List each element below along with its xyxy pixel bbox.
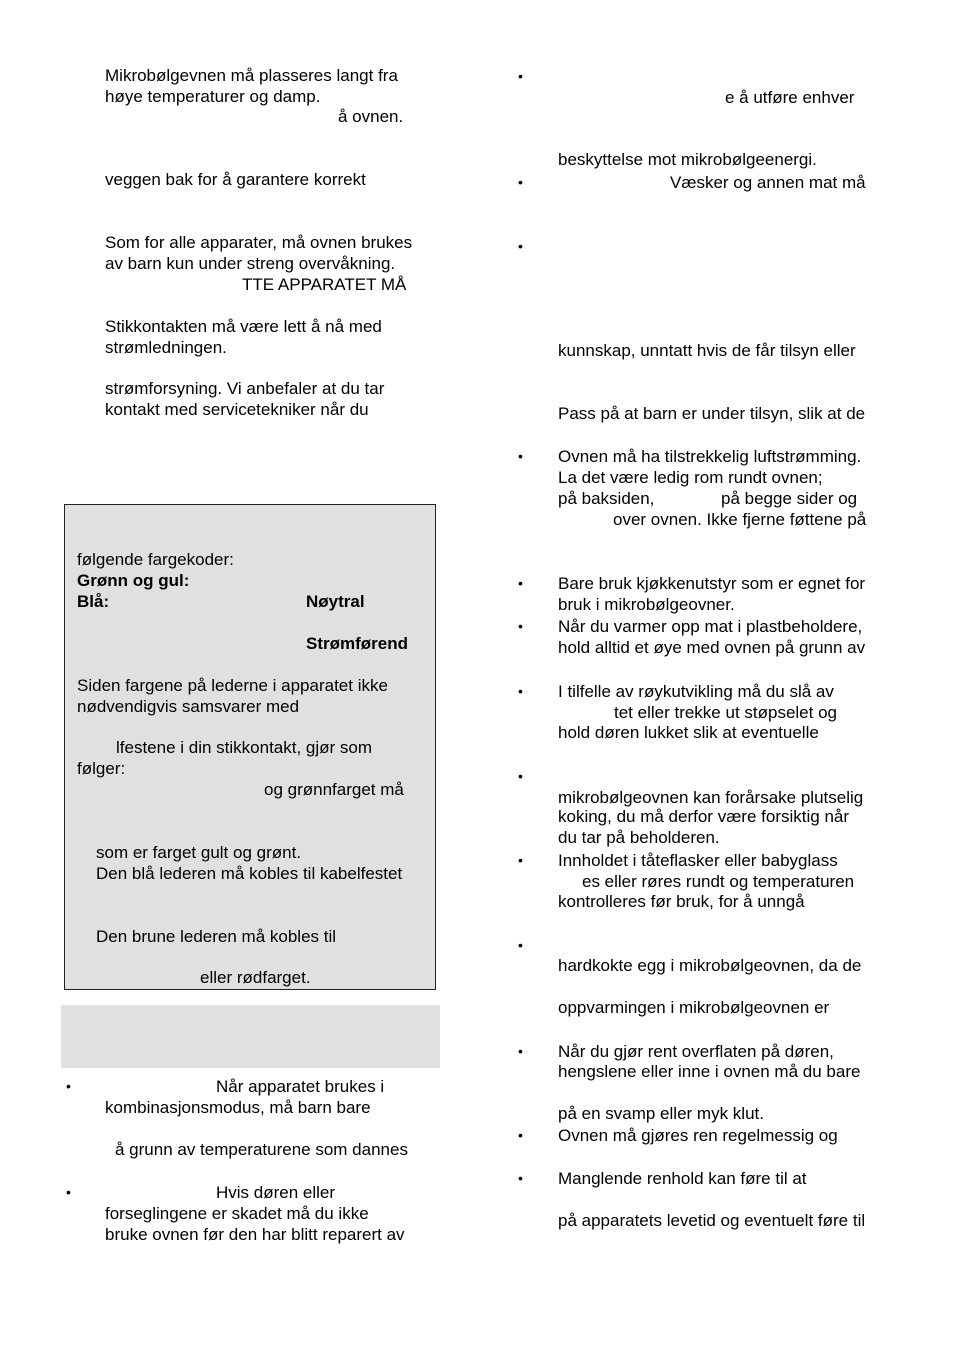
text-line: over ovnen. Ikke fjerne føttene på — [613, 510, 867, 529]
text-line: Manglende renhold kan føre til at — [558, 1169, 807, 1188]
bullet-icon: • — [518, 768, 523, 784]
text-line: følger: — [77, 759, 126, 778]
text-line: hold døren lukket slik at eventuelle — [558, 723, 819, 742]
text-line: følgende fargekoder: — [77, 550, 234, 569]
bullet-icon: • — [518, 238, 523, 254]
text-line: nødvendigvis samsvarer med — [77, 697, 300, 716]
text-line: Ovnen må gjøres ren regelmessig og — [558, 1126, 838, 1145]
text-line: Ovnen må ha tilstrekkelig luftstrømming. — [558, 447, 862, 466]
bullet-icon: • — [518, 174, 523, 190]
text-line: høye temperaturer og damp. — [105, 87, 321, 106]
text-line: La det være ledig rom rundt ovnen; — [558, 468, 823, 487]
text-line: å ovnen. — [338, 107, 404, 126]
text-line: som er farget gult og grønt. — [96, 843, 302, 862]
text-line: strømforsyning. Vi anbefaler at du tar — [105, 379, 385, 398]
text-line: Som for alle apparater, må ovnen brukes — [105, 233, 413, 252]
bullet-icon: • — [518, 1043, 523, 1059]
bullet-icon: • — [518, 683, 523, 699]
text-line: på apparatets levetid og eventuelt føre til — [558, 1211, 866, 1230]
wire-function-label: Nøytral — [306, 592, 365, 611]
text-line: Bare bruk kjøkkenutstyr som er egnet for — [558, 574, 866, 593]
text-line: Pass på at barn er under tilsyn, slik at de — [558, 404, 866, 423]
bullet-icon: • — [518, 937, 523, 953]
text-line: e å utføre enhver — [725, 88, 855, 107]
text-line: oppvarmingen i mikrobølgeovnen er — [558, 998, 830, 1017]
text-line: Den brune lederen må kobles til — [96, 927, 337, 946]
text-line: Hvis døren eller — [216, 1183, 336, 1202]
bullet-icon: • — [66, 1078, 71, 1094]
text-line: Stikkontakten må være lett å nå med — [105, 317, 382, 336]
bullet-icon: • — [518, 1170, 523, 1186]
bullet-icon: • — [518, 618, 523, 634]
text-line: Innholdet i tåteflasker eller babyglass — [558, 851, 838, 870]
text-line: og grønnfarget må — [264, 780, 404, 799]
wire-color-label: Grønn og gul: — [77, 571, 190, 590]
text-line: hold alltid et øye med ovnen på grunn av — [558, 638, 866, 657]
text-line: på begge sider og — [721, 489, 858, 508]
text-line: du tar på beholderen. — [558, 828, 720, 847]
text-line: kontakt med servicetekniker når du — [105, 400, 369, 419]
bullet-icon: • — [518, 852, 523, 868]
bullet-icon: • — [66, 1184, 71, 1200]
text-line: strømledningen. — [105, 338, 227, 357]
text-line: eller rødfarget. — [200, 968, 311, 987]
text-line: TTE APPARATET MÅ — [242, 275, 407, 294]
text-line: hengslene eller inne i ovnen må du bare — [558, 1062, 861, 1081]
text-line: I tilfelle av røykutvikling må du slå av — [558, 682, 834, 701]
text-line: Væsker og annen mat må — [670, 173, 866, 192]
text-line: lfestene i din stikkontakt, gjør som — [116, 738, 373, 757]
text-line: av barn kun under streng overvåkning. — [105, 254, 396, 273]
text-line: koking, du må derfor være forsiktig når — [558, 807, 850, 826]
text-line: forseglingene er skadet må du ikke — [105, 1204, 369, 1223]
text-line: på baksiden, — [558, 489, 655, 508]
text-line: Når du varmer opp mat i plastbeholdere, — [558, 617, 863, 636]
text-line: bruk i mikrobølgeovner. — [558, 595, 735, 614]
text-line: veggen bak for å garantere korrekt — [105, 170, 366, 189]
bullet-icon: • — [518, 575, 523, 591]
text-line: kombinasjonsmodus, må barn bare — [105, 1098, 371, 1117]
bullet-icon: • — [518, 1127, 523, 1143]
bullet-icon: • — [518, 68, 523, 84]
wire-function-label: Strømførend — [306, 634, 408, 653]
text-line: på en svamp eller myk klut. — [558, 1104, 764, 1123]
wire-color-label: Blå: — [77, 592, 110, 611]
text-line: Når du gjør rent overflaten på døren, — [558, 1042, 834, 1061]
text-line: Den blå lederen må kobles til kabelfestet — [96, 864, 403, 883]
section-header-band — [61, 1005, 440, 1068]
text-line: Når apparatet brukes i — [216, 1077, 385, 1096]
text-line: bruke ovnen før den har blitt reparert av — [105, 1225, 405, 1244]
text-line: es eller røres rundt og temperaturen — [582, 872, 855, 891]
bullet-icon: • — [518, 448, 523, 464]
text-line: Mikrobølgevnen må plasseres langt fra — [105, 66, 398, 85]
text-line: mikrobølgeovnen kan forårsake plutselig — [558, 788, 864, 807]
text-line: tet eller trekke ut støpselet og — [614, 703, 837, 722]
text-line: kunnskap, unntatt hvis de får tilsyn eller — [558, 341, 856, 360]
text-line: å grunn av temperaturene som dannes — [115, 1140, 408, 1159]
text-line: beskyttelse mot mikrobølgeenergi. — [558, 150, 817, 169]
text-line: hardkokte egg i mikrobølgeovnen, da de — [558, 956, 862, 975]
text-line: kontrolleres før bruk, for å unngå — [558, 892, 805, 911]
text-line: Siden fargene på lederne i apparatet ikke — [77, 676, 388, 695]
